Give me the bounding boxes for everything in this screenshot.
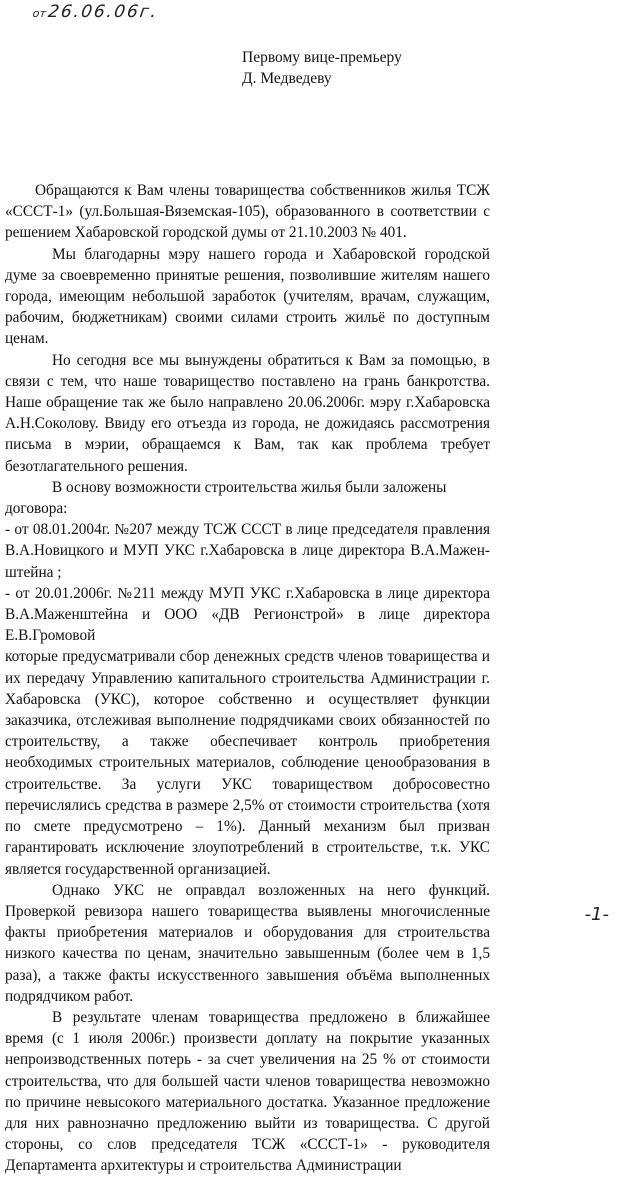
addressee-name: Д. Медведеву [242,70,332,87]
paragraph-consequences: В результате членам товарищества предложено в ближайшее время (с 1 июля 2006г.) произвести доплату на покрытие указанных непроизводственных потерь - за счет увеличения на 25 % от стоимости строительства, что для большей части членов товарищества невозможно по причине невысокого материального достатка. Указанное предложение для них равнозначно предложению выйти из товарищества. С другой стороны, со слов председателя ТСЖ «СССТ-1» - руководителя Департамента архитектуры и строительства Администрации [5,1008,490,1175]
handwritten-date [32,2,160,22]
addressee-title: Первому вице-премьеру [242,49,402,66]
paragraph-intro: Обращаются к Вам члены товарищества собственников жилья ТСЖ «СССТ-1» (ул.Большая-Вяземская-105), образованного в соответствии с решением Хабаровской городской думы от 21.10.2003 № 401. [5,182,490,242]
addressee-block [242,47,402,89]
paragraph-contract-1: - от 08.01.2004г. №207 между ТСЖ СССТ в лице председателя правления В.А.Новицкого и МУП УКС г.Хабаровска в лице директора В.А.Маженштейна ; [5,521,490,581]
letter-body [5,180,490,1177]
paragraph-audit-findings: Однако УКС не оправдал возложенных на него функций. Проверкой ревизора нашего товарищества выявлены многочисленные факты приобретения материалов и оборудования для строительства низкого качества по ценам, значительно завышенным (более чем в 1,5 раза), а также факты искусственного завышения объёма выполненных подрядчиком работ. [5,881,490,1005]
paragraph-contracts-intro: В основу возможности строительства жилья были заложены договора: [5,478,447,518]
paragraph-gratitude: Мы благодарны мэру нашего города и Хабаровской городской думе за своевременно принятые решения, позволившие жителям нашего города, имеющим небольшой заработок (учителям, врачам, служащим, рабочим, бюджетникам) своими силами строить жильё по доступным ценам. [5,245,490,348]
paragraph-contract-2: - от 20.01.2006г. №211 между МУП УКС г.Хабаровска в лице директора В.А.Маженштейна и ООО «ДВ Регионстрой» в лице директора Е.В.Громовой [5,584,490,645]
handwritten-date-value: 26.06.06г. [46,2,160,22]
paragraph-contracts-description: которые предусматривали сбор денежных средств членов товарищества и их передачу Управлению капитального строительства Администрации г. Хабаровска (УКС), которое собственно и осуществляет функции заказчика, отслеживая выполнение подрядчиками своих обязанностей по строительству, а также обеспечивает контроль приобретения необходимых строительных материалов, соблюдение ценообразования в строительстве. За услуги УКС товариществом добросовестно перечислялись средства в размере 2,5% от стоимости строительства (хотя по смете предусмотрено – 1%). Данный механизм был призван гарантировать исключение злоупотреблений в строительстве, т.к. УКС является государственной организацией. [5,648,490,878]
page-number: -1- [584,904,609,925]
paragraph-request: Но сегодня все мы вынуждены обратиться к Вам за помощью, в связи с тем, что наше товарищество поставлено на грань банкротства. Наше обращение так же было направлено 20.06.2006г. мэру г.Хабаровска А.Н.Соколову. Ввиду его отъезда из города, не дожидаясь рассмотрения письма в мэрии, обращаемся к Вам, так как проблема требует безотлагательного решения. [5,351,490,475]
handwritten-date-prefix: от [31,7,47,20]
